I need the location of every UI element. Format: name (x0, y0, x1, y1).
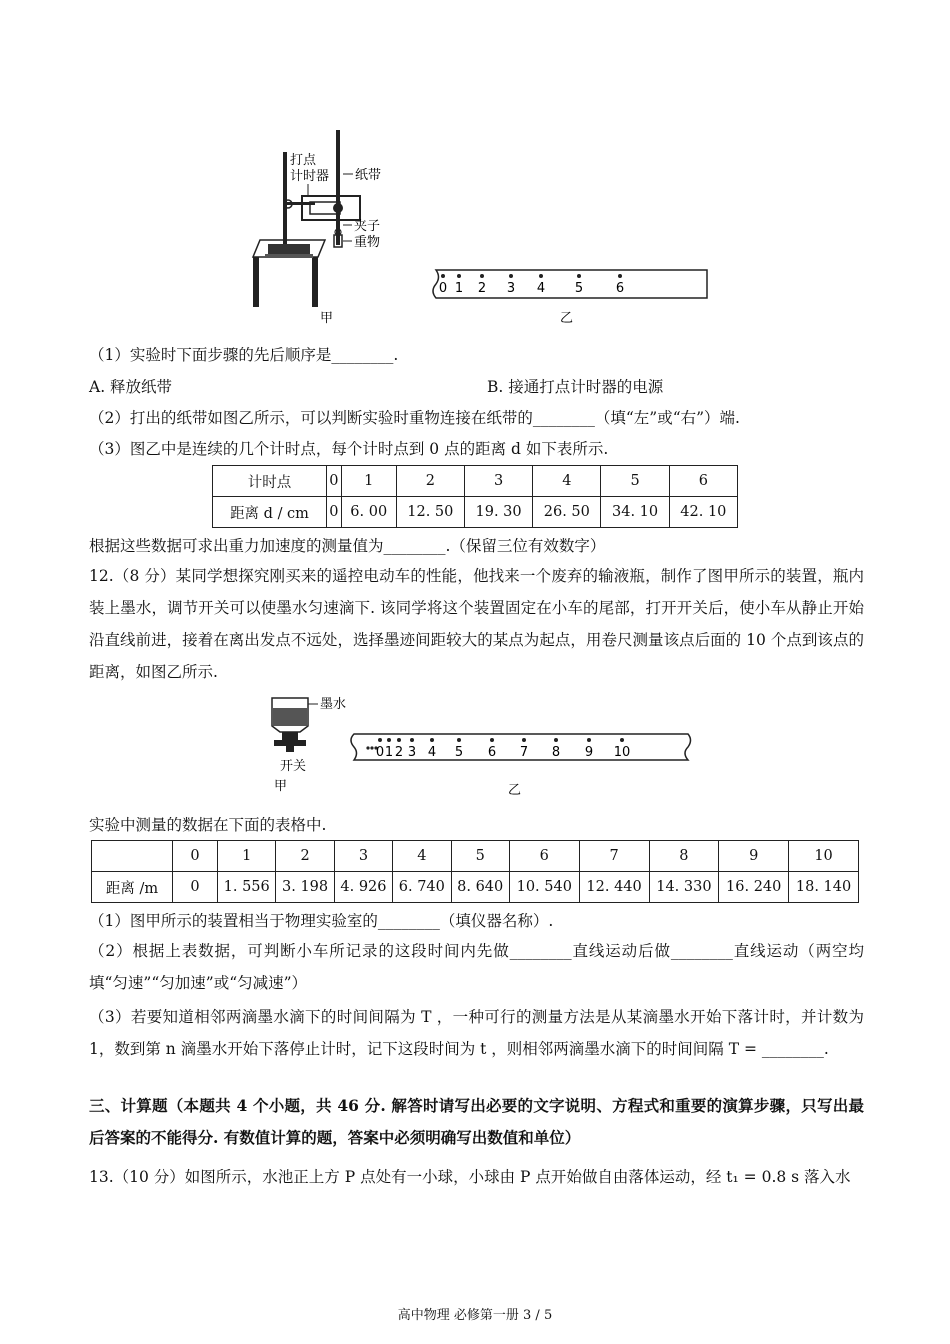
q11-part3: （3）图乙中是连续的几个计时点，每个计时点到 0 点的距离 d 如下表所示. (89, 440, 609, 458)
table-cell: 34. 10 (601, 497, 669, 528)
table-cell: 0 (173, 841, 218, 872)
table-cell: 4 (533, 466, 601, 497)
tape1-point-dot (441, 274, 445, 278)
table-cell: 8 (649, 841, 719, 872)
q11-part4: 根据这些数据可求出重力加速度的测量值为________.（保留三位有效数字） (89, 537, 606, 555)
tape2-point-dot (490, 738, 494, 742)
stand-pole (283, 152, 287, 244)
table-cell: 4. 926 (334, 872, 392, 903)
tape2-point-label: 7 (519, 745, 529, 760)
tape1-point-label: 1 (454, 281, 464, 296)
section-3-heading: 三、计算题（本题共 4 个小题，共 46 分. 解答时请写出必要的文字说明、方程式和重要的演算步骤，只写出最后答案的不能得分. 有数值计算的题，答案中必须明确写出数值和单位） (89, 1096, 864, 1147)
table-cell: 6. 740 (393, 872, 451, 903)
tape2-point-dot (554, 738, 558, 742)
table-cell: 6 (669, 466, 737, 497)
tape1-point-dot (539, 274, 543, 278)
q11-option-a: A. 释放纸带 (89, 378, 173, 396)
label-yi: 乙 (560, 311, 574, 326)
label-timer-1: 打点 (290, 153, 317, 168)
tape2-point-label: 6 (487, 745, 497, 760)
table-cell: 16. 240 (719, 872, 789, 903)
figure-ink-dropper (260, 690, 700, 800)
table-cell: 10. 540 (509, 872, 579, 903)
table-cell: 5 (601, 466, 669, 497)
q12-intro: 12.（8 分）某同学想探究刚买来的遥控电动车的性能，他找来一个废弃的输液瓶，制作了图甲所示的装置，瓶内装上墨水，调节开关可以使墨水匀速滴下. 该同学将这个装置固定在小车的尾部，打开开关后，使小车从静止开始沿直线前进，接着在离出发点不远处，选择墨迹间距较大的某点为起点，用卷尺测量该点后面的 10 个点到该点的距离，如图乙所示. (89, 567, 864, 681)
tape1-point-label: 0 (438, 281, 448, 296)
table-cell: 18. 140 (789, 872, 859, 903)
tape1-point-label: 4 (536, 281, 546, 296)
table-cell: 12. 50 (396, 497, 464, 528)
q12-table-intro: 实验中测量的数据在下面的表格中. (89, 816, 327, 834)
tape2-point-label: 1 (384, 745, 394, 760)
table-row (92, 872, 859, 903)
q12-part1: （1）图甲所示的装置相当于物理实验室的________（填仪器名称）. (89, 912, 554, 930)
tape1-point-dot (457, 274, 461, 278)
tape2-point-dot (378, 738, 382, 742)
timer-box (284, 196, 360, 220)
label-timer-2: 计时器 (290, 169, 330, 184)
table-cell: 6 (509, 841, 579, 872)
table-cell: 7 (579, 841, 649, 872)
table-cell: 0 (173, 872, 218, 903)
table-cell: 12. 440 (579, 872, 649, 903)
tape2-point-dot (457, 738, 461, 742)
q11-part2: （2）打出的纸带如图乙所示，可以判断实验时重物连接在纸带的________（填“左”或“右”）端. (89, 409, 740, 427)
tape2-point-dot (620, 738, 624, 742)
label-tape: 纸带 (355, 168, 382, 183)
table-cell: 5 (451, 841, 509, 872)
label-ink: 墨水 (320, 697, 347, 712)
table-cell: 4 (393, 841, 451, 872)
page-footer: 高中物理 必修第一册 3 / 5 (397, 1308, 553, 1323)
label-weight: 重物 (354, 235, 381, 250)
paper-tape (433, 270, 707, 298)
table-cell: 42. 10 (669, 497, 737, 528)
table-cell: 26. 50 (533, 497, 601, 528)
label-jia-2: 甲 (274, 779, 288, 794)
table-cell: 6. 00 (341, 497, 396, 528)
tape2-point-label: 8 (551, 745, 561, 760)
q12-table (91, 840, 859, 903)
tape1-point-label: 5 (574, 281, 584, 296)
table-cell: 3 (334, 841, 392, 872)
ink-tape (351, 734, 691, 760)
tape1-point-dot (618, 274, 622, 278)
table-cell (92, 841, 173, 872)
table-cell: 计时点 (213, 466, 327, 497)
q11-part1: （1）实验时下面步骤的先后顺序是________. (89, 346, 399, 364)
tape2-point-label: 4 (427, 745, 437, 760)
tape2-point-label: 9 (584, 745, 594, 760)
tape2-point-label: 3 (407, 745, 417, 760)
tape2-point-dot (522, 738, 526, 742)
table-cell: 1. 556 (218, 872, 276, 903)
table-row (213, 466, 738, 497)
table-cell: 9 (719, 841, 789, 872)
q11-table (212, 465, 738, 528)
tape1-point-dot (577, 274, 581, 278)
tape1-point-label: 6 (615, 281, 625, 296)
table-cell: 3. 198 (276, 872, 334, 903)
tape2-point-dot (410, 738, 414, 742)
label-yi-2: 乙 (508, 783, 522, 798)
tape1-point-label: 2 (477, 281, 487, 296)
table-cell: 14. 330 (649, 872, 719, 903)
tape1-point-label: 3 (506, 281, 516, 296)
q12-part2: （2）根据上表数据，可判断小车所记录的这段时间内先做________直线运动后做________直线运动（两空均填“匀速”“匀加速”或“匀减速”） (89, 942, 864, 992)
table-cell: 1 (218, 841, 276, 872)
table-row (92, 841, 859, 872)
q13-text: 13.（10 分）如图所示，水池正上方 P 点处有一小球，小球由 P 点开始做自由落体运动，经 t₁ = 0.8 s 落入水 (89, 1168, 851, 1186)
tape1-point-dot (509, 274, 513, 278)
table-cell: 0 (327, 497, 342, 528)
label-clip: 夹子 (354, 219, 381, 234)
q12-part3: （3）若要知道相邻两滴墨水滴下的时间间隔为 T ，一种可行的测量方法是从某滴墨水开始下落计时，并计数为 1，数到第 n 滴墨水开始下落停止计时，记下这段时间为 t ，则相邻两滴墨水滴下的时间间隔 T = ________. (89, 1008, 864, 1058)
table-cell: 8. 640 (451, 872, 509, 903)
table-cell: 1 (341, 466, 396, 497)
lab-table (253, 240, 325, 307)
tape2-point-label: 0 (375, 745, 385, 760)
q11-option-b: B. 接通打点计时器的电源 (487, 378, 664, 396)
table-cell: 2 (276, 841, 334, 872)
figure-timer-apparatus (240, 122, 720, 332)
label-switch: 开关 (280, 759, 307, 774)
label-jia: 甲 (320, 311, 334, 326)
table-cell: 3 (464, 466, 532, 497)
table-cell: 距离 /m (92, 872, 173, 903)
tape2-point-label: 2 (394, 745, 404, 760)
table-cell: 0 (327, 466, 342, 497)
tape2-point-dot (430, 738, 434, 742)
table-cell: 2 (396, 466, 464, 497)
tape2-point-dot (397, 738, 401, 742)
tape2-point-label: 5 (454, 745, 464, 760)
tape2-point-label: 10 (613, 745, 631, 760)
table-cell: 19. 30 (464, 497, 532, 528)
tape2-point-dot (587, 738, 591, 742)
table-cell: 距离 d / cm (213, 497, 327, 528)
table-row (213, 497, 738, 528)
table-cell: 10 (789, 841, 859, 872)
ink-bottle (272, 698, 318, 752)
tape2-point-dot (387, 738, 391, 742)
tape1-point-dot (480, 274, 484, 278)
